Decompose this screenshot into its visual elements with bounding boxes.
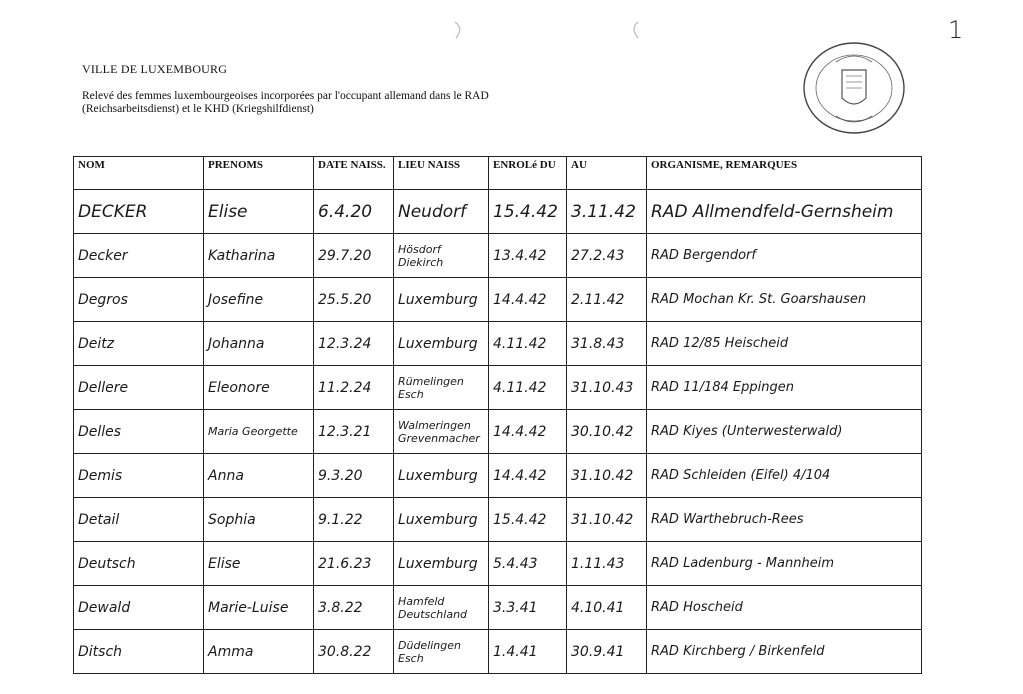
table-row <box>74 498 922 542</box>
cell-date-naiss: 9.1.22 <box>314 498 394 542</box>
cell-date-naiss: 29.7.20 <box>314 234 394 278</box>
cell-au: 30.9.41 <box>567 630 647 674</box>
cell-remarques: RAD Bergendorf <box>647 234 922 278</box>
cell-lieu-naiss: Luxemburg <box>394 454 489 498</box>
table-header-row <box>74 157 922 190</box>
cell-enrole-du: 14.4.42 <box>489 410 567 454</box>
cell-nom: Delles <box>74 410 204 454</box>
cell-nom: Dewald <box>74 586 204 630</box>
cell-au: 1.11.43 <box>567 542 647 586</box>
cell-prenoms: Anna <box>204 454 314 498</box>
table-row <box>74 630 922 674</box>
cell-nom: Dellere <box>74 366 204 410</box>
cell-enrole-du: 14.4.42 <box>489 454 567 498</box>
cell-au: 31.10.42 <box>567 454 647 498</box>
cell-lieu-naiss: Rümelingen Esch <box>394 366 489 410</box>
cell-prenoms: Josefine <box>204 278 314 322</box>
cell-remarques: RAD Schleiden (Eifel) 4/104 <box>647 454 922 498</box>
cell-remarques: RAD 11/184 Eppingen <box>647 366 922 410</box>
cell-prenoms: Elise <box>204 542 314 586</box>
cell-enrole-du: 14.4.42 <box>489 278 567 322</box>
cell-enrole-du: 3.3.41 <box>489 586 567 630</box>
cell-au: 31.8.43 <box>567 322 647 366</box>
punch-hole-mark <box>452 20 468 40</box>
register-table <box>73 156 922 674</box>
cell-enrole-du: 4.11.42 <box>489 322 567 366</box>
cell-date-naiss: 12.3.21 <box>314 410 394 454</box>
column-header-date-naiss: DATE NAISS. <box>314 157 394 190</box>
cell-date-naiss: 25.5.20 <box>314 278 394 322</box>
cell-prenoms: Maria Georgette <box>204 410 314 454</box>
cell-nom: Demis <box>74 454 204 498</box>
cell-au: 30.10.42 <box>567 410 647 454</box>
cell-lieu-naiss: Luxemburg <box>394 498 489 542</box>
cell-lieu-naiss: Neudorf <box>394 190 489 234</box>
official-stamp <box>800 40 908 136</box>
cell-lieu-naiss: Luxemburg <box>394 322 489 366</box>
table-row <box>74 586 922 630</box>
column-header-prenoms: PRENOMS <box>204 157 314 190</box>
cell-date-naiss: 9.3.20 <box>314 454 394 498</box>
table-row <box>74 278 922 322</box>
cell-nom: Detail <box>74 498 204 542</box>
cell-nom: Decker <box>74 234 204 278</box>
cell-nom: Deitz <box>74 322 204 366</box>
cell-nom: Degros <box>74 278 204 322</box>
cell-prenoms: Eleonore <box>204 366 314 410</box>
cell-date-naiss: 6.4.20 <box>314 190 394 234</box>
cell-au: 27.2.43 <box>567 234 647 278</box>
cell-date-naiss: 11.2.24 <box>314 366 394 410</box>
table-row <box>74 190 922 234</box>
cell-lieu-naiss: Walmeringen Grevenmacher <box>394 410 489 454</box>
cell-enrole-du: 4.11.42 <box>489 366 567 410</box>
cell-prenoms: Johanna <box>204 322 314 366</box>
column-header-lieu-naiss: LIEU NAISS <box>394 157 489 190</box>
cell-nom: Deutsch <box>74 542 204 586</box>
cell-prenoms: Marie-Luise <box>204 586 314 630</box>
cell-lieu-naiss: Hösdorf Diekirch <box>394 234 489 278</box>
cell-date-naiss: 3.8.22 <box>314 586 394 630</box>
punch-hole-mark <box>626 20 642 40</box>
column-header-nom: NOM <box>74 157 204 190</box>
cell-prenoms: Katharina <box>204 234 314 278</box>
table-row <box>74 454 922 498</box>
cell-au: 31.10.43 <box>567 366 647 410</box>
cell-enrole-du: 15.4.42 <box>489 190 567 234</box>
table-row <box>74 366 922 410</box>
cell-au: 31.10.42 <box>567 498 647 542</box>
table-row <box>74 542 922 586</box>
cell-remarques: RAD Hoscheid <box>647 586 922 630</box>
cell-au: 2.11.42 <box>567 278 647 322</box>
cell-au: 3.11.42 <box>567 190 647 234</box>
cell-remarques: RAD Warthebruch-Rees <box>647 498 922 542</box>
cell-enrole-du: 15.4.42 <box>489 498 567 542</box>
cell-enrole-du: 13.4.42 <box>489 234 567 278</box>
cell-enrole-du: 5.4.43 <box>489 542 567 586</box>
table-row <box>74 410 922 454</box>
cell-lieu-naiss: Düdelingen Esch <box>394 630 489 674</box>
cell-remarques: RAD Ladenburg - Mannheim <box>647 542 922 586</box>
cell-date-naiss: 21.6.23 <box>314 542 394 586</box>
cell-au: 4.10.41 <box>567 586 647 630</box>
column-header-au: AU <box>567 157 647 190</box>
cell-remarques: RAD Mochan Kr. St. Goarshausen <box>647 278 922 322</box>
cell-lieu-naiss: Luxemburg <box>394 542 489 586</box>
table-row <box>74 322 922 366</box>
cell-remarques: RAD Kirchberg / Birkenfeld <box>647 630 922 674</box>
page-number: 1 <box>948 16 964 44</box>
city-heading: VILLE DE LUXEMBOURG <box>82 62 228 76</box>
cell-remarques: RAD Allmendfeld-Gernsheim <box>647 190 922 234</box>
table-row <box>74 234 922 278</box>
cell-date-naiss: 30.8.22 <box>314 630 394 674</box>
cell-remarques: RAD Kiyes (Unterwesterwald) <box>647 410 922 454</box>
cell-prenoms: Elise <box>204 190 314 234</box>
cell-lieu-naiss: Hamfeld Deutschland <box>394 586 489 630</box>
cell-enrole-du: 1.4.41 <box>489 630 567 674</box>
column-header-remarques: ORGANISME, REMARQUES <box>647 157 922 190</box>
cell-nom: Ditsch <box>74 630 204 674</box>
cell-prenoms: Amma <box>204 630 314 674</box>
cell-nom: DECKER <box>74 190 204 234</box>
cell-lieu-naiss: Luxemburg <box>394 278 489 322</box>
cell-prenoms: Sophia <box>204 498 314 542</box>
column-header-enrole-du: ENROLé DU <box>489 157 567 190</box>
cell-remarques: RAD 12/85 Heischeid <box>647 322 922 366</box>
cell-date-naiss: 12.3.24 <box>314 322 394 366</box>
document-subtitle: Relevé des femmes luxembourgeoises incorporées par l'occupant allemand dans le RAD (Reichsarbeitsdienst) et le KHD (Kriegshilfdienst) <box>82 90 489 115</box>
